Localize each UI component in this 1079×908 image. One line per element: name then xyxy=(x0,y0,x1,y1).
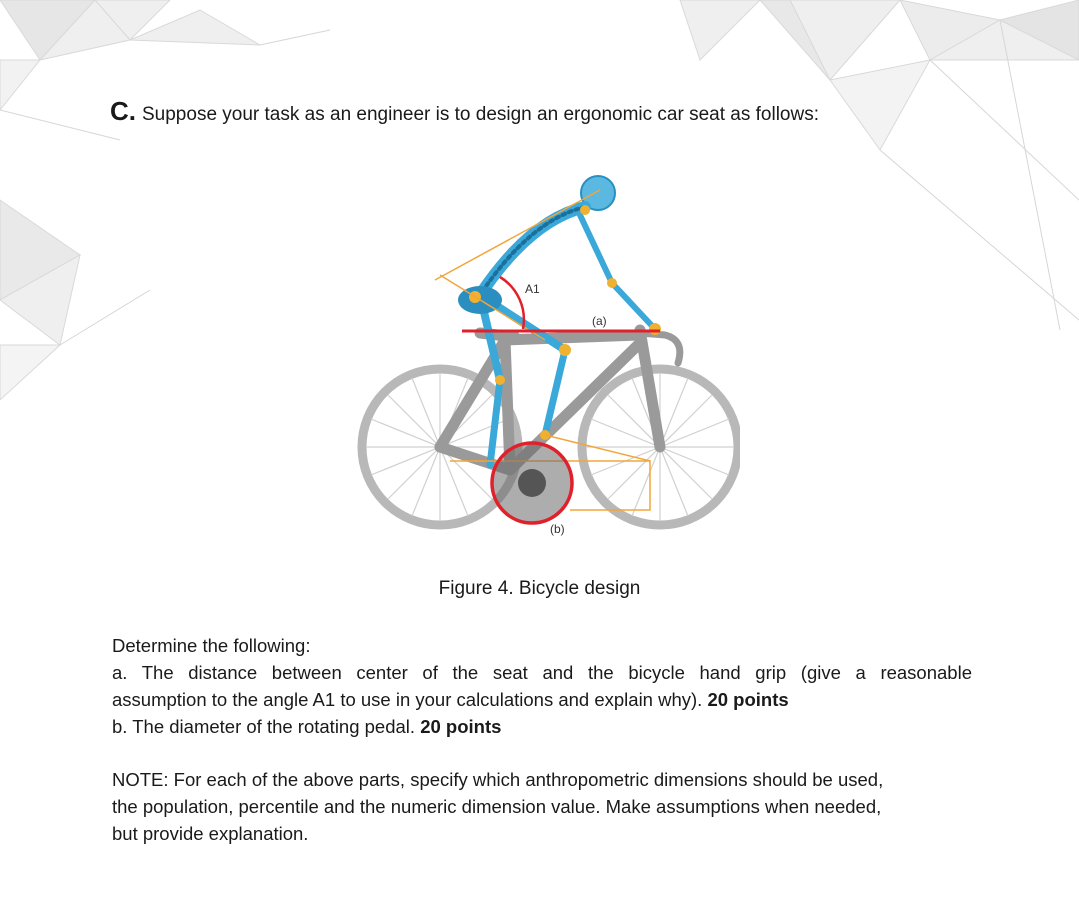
note-line1: NOTE: For each of the above parts, specify which anthropometric dimensions should be used, xyxy=(112,769,884,790)
question-a-line2 xyxy=(112,686,972,713)
question-b-text: b. The diameter of the rotating pedal. xyxy=(112,716,416,737)
questions-block xyxy=(112,632,972,740)
figure-caption: Figure 4. Bicycle design xyxy=(438,578,641,599)
section-label: C. xyxy=(110,96,136,126)
question-a-line1: a. The distance between center of the seat and the bicycle hand grip (give a reasonable xyxy=(112,662,972,683)
label-b: (b) xyxy=(550,522,565,536)
bicycle-figure xyxy=(340,165,740,565)
question-a-points: 20 points xyxy=(707,689,789,710)
note-line2: the population, percentile and the numeric dimension value. Make assumptions when needed, xyxy=(112,796,882,817)
section-heading xyxy=(110,96,819,127)
questions-intro: Determine the following: xyxy=(112,635,311,656)
section-heading-text: Suppose your task as an engineer is to design an ergonomic car seat as follows: xyxy=(142,104,819,125)
question-a-line2-text: assumption to the angle A1 to use in your calculations and explain why). xyxy=(112,689,703,710)
question-b xyxy=(112,713,972,740)
pedal-circle-b xyxy=(492,443,572,523)
note-line3: but provide explanation. xyxy=(112,823,309,844)
angle-a1-label: A1 xyxy=(525,282,540,296)
question-b-points: 20 points xyxy=(420,716,502,737)
note-block xyxy=(112,766,972,847)
label-a: (a) xyxy=(592,314,607,328)
